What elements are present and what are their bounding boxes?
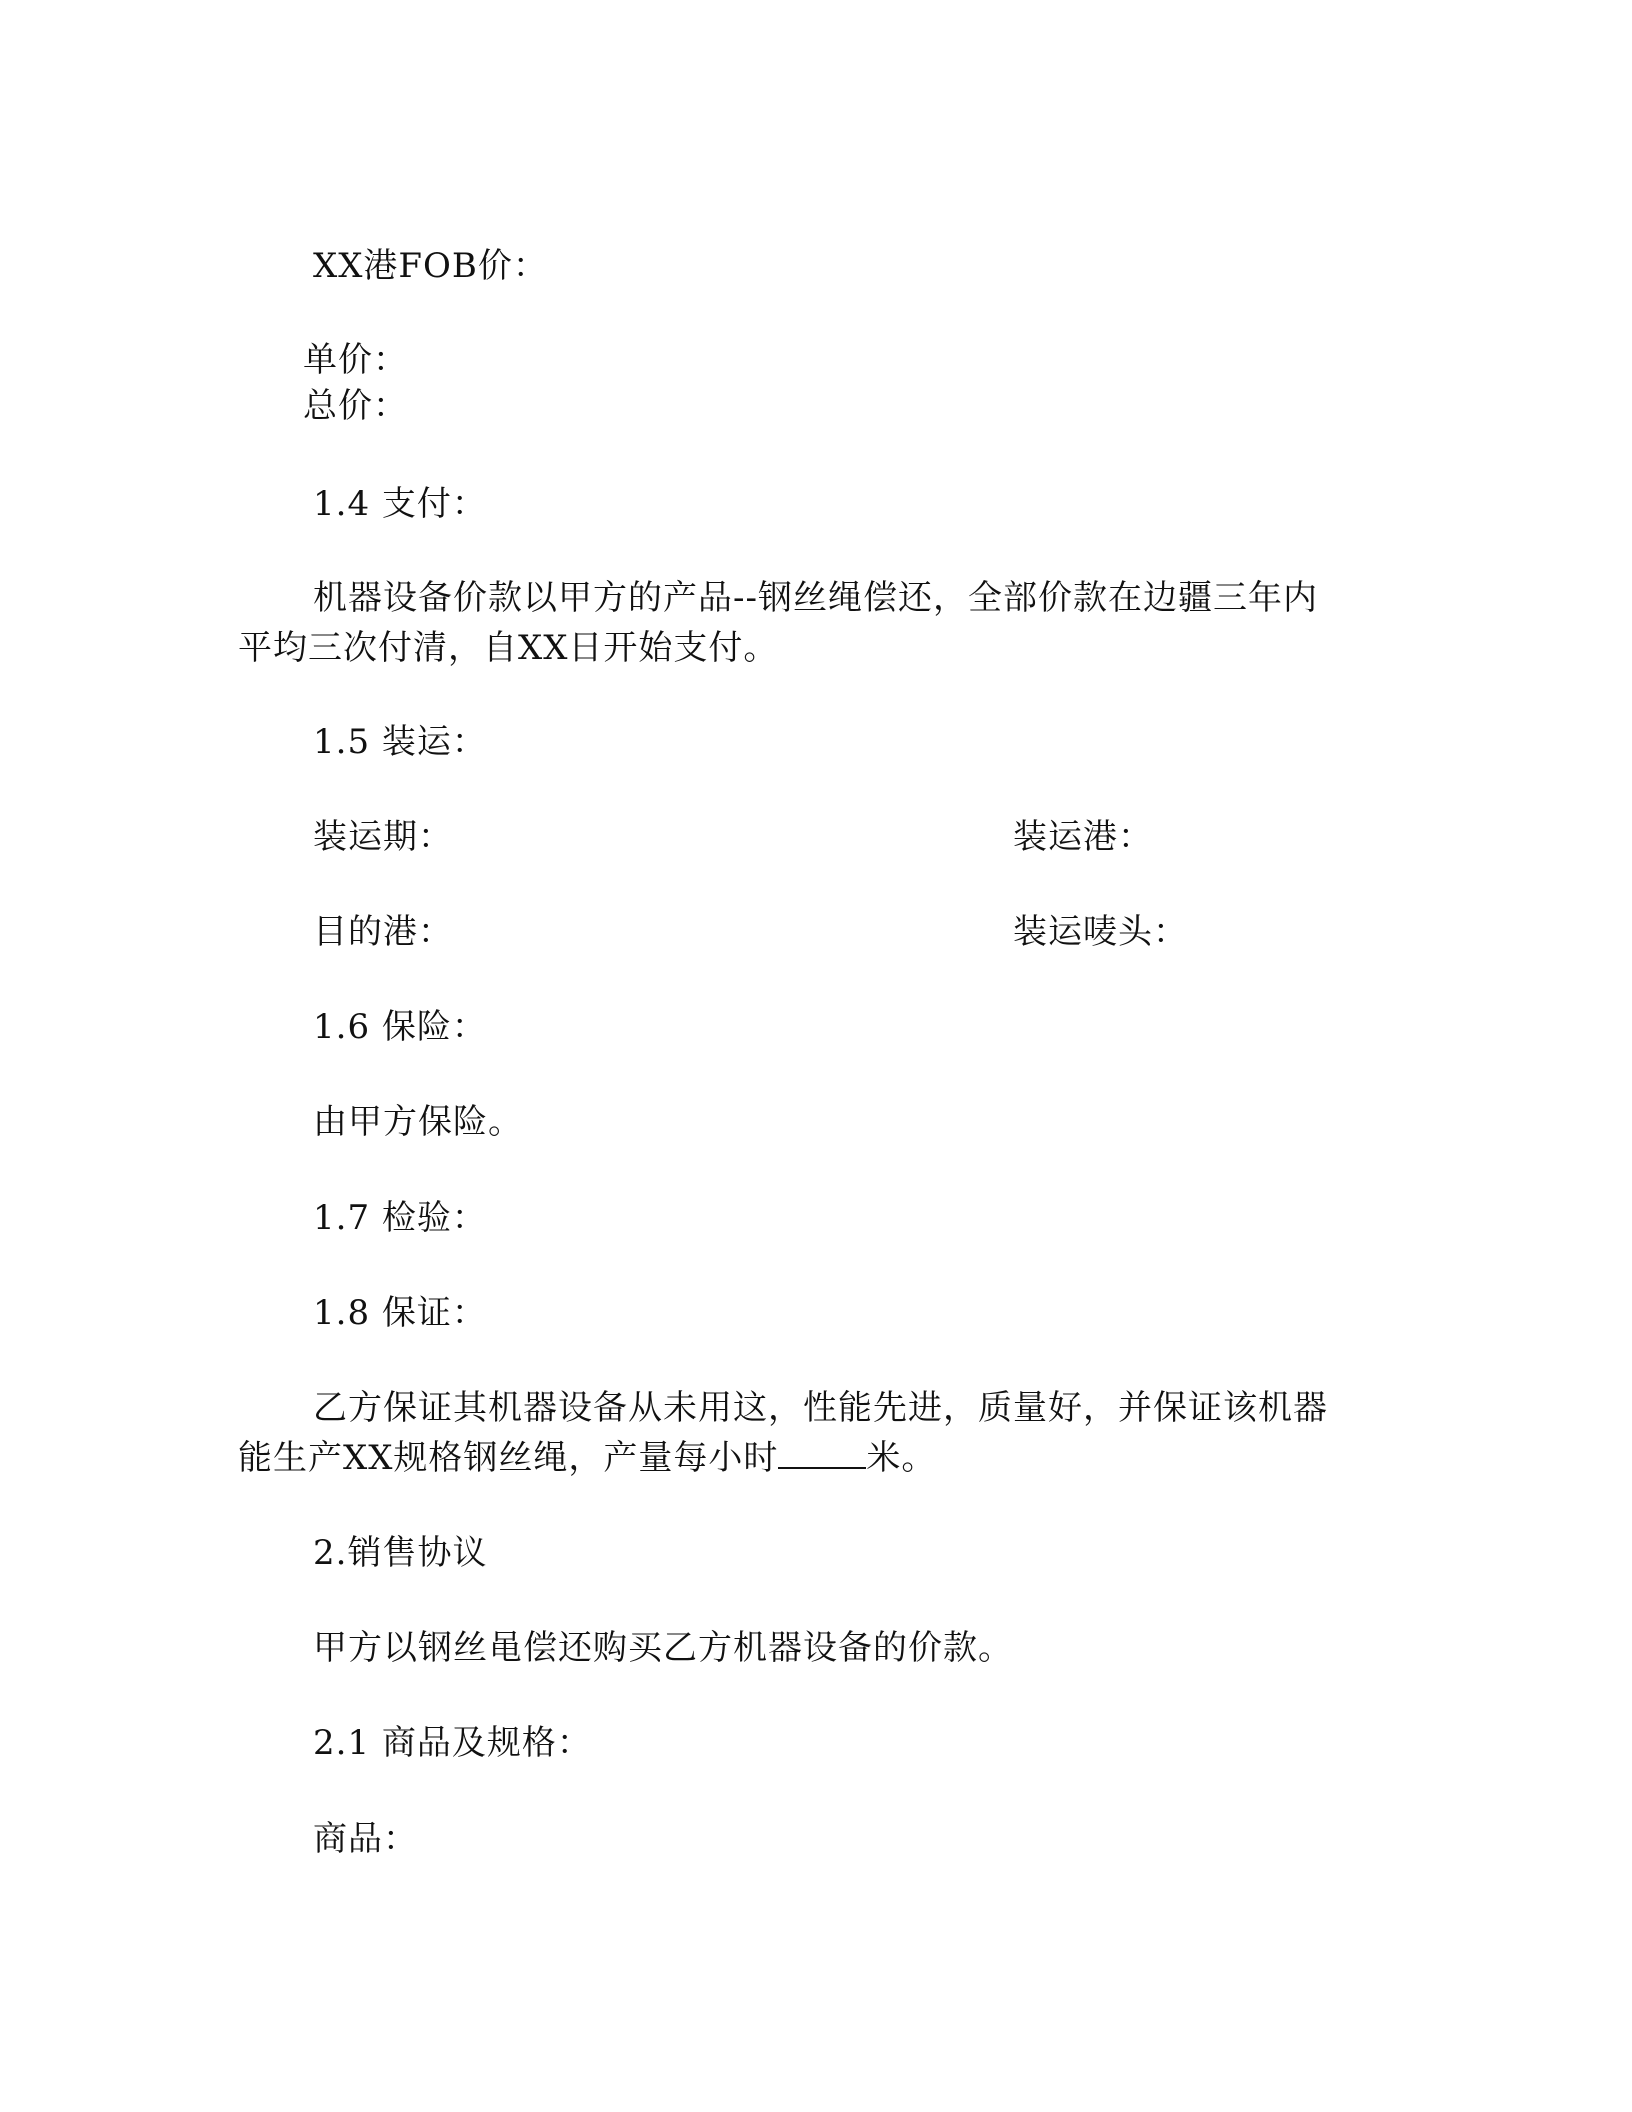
section-1-4-heading: 1.4 支付：: [313, 484, 487, 524]
section-1-4-text-line2: 平均三次付清，自XX日开始支付。: [238, 628, 779, 668]
section-1-5-heading: 1.5 装运：: [313, 722, 487, 762]
section-1-8-text-line1: 乙方保证其机器设备从未用这，性能先进，质量好，并保证该机器: [313, 1388, 1328, 1428]
unit-price-label: 单价：: [303, 340, 408, 380]
shipment-period-label: 装运期：: [313, 817, 453, 857]
destination-port-label: 目的港：: [313, 912, 453, 952]
section-1-6-heading: 1.6 保险：: [313, 1007, 487, 1047]
section-1-8-text-line2-start: 能生产XX规格钢丝绳，产量每小时: [238, 1438, 779, 1478]
fob-price-label: XX港FOB价：: [313, 246, 548, 286]
section-2-heading: 2.销售协议: [313, 1533, 488, 1573]
section-1-8-text-line2: [238, 1434, 936, 1482]
shipping-mark-label: 装运唛头：: [1013, 912, 1188, 952]
loading-port-label: 装运港：: [1013, 817, 1153, 857]
section-2-text: 甲方以钢丝黾偿还购买乙方机器设备的价款。: [313, 1628, 1013, 1668]
section-1-4-text-line1: 机器设备价款以甲方的产品--钢丝绳偿还，全部价款在边疆三年内: [313, 578, 1318, 618]
section-1-8-text-line2-end: 米。: [866, 1438, 937, 1478]
section-2-1-heading: 2.1 商品及规格：: [313, 1723, 592, 1763]
total-price-label: 总价：: [303, 386, 408, 426]
section-1-8-heading: 1.8 保证：: [313, 1293, 487, 1333]
output-blank: [778, 1439, 866, 1469]
section-1-6-text: 由甲方保险。: [313, 1102, 523, 1142]
goods-label: 商品：: [313, 1819, 418, 1859]
section-1-7-heading: 1.7 检验：: [313, 1198, 487, 1238]
